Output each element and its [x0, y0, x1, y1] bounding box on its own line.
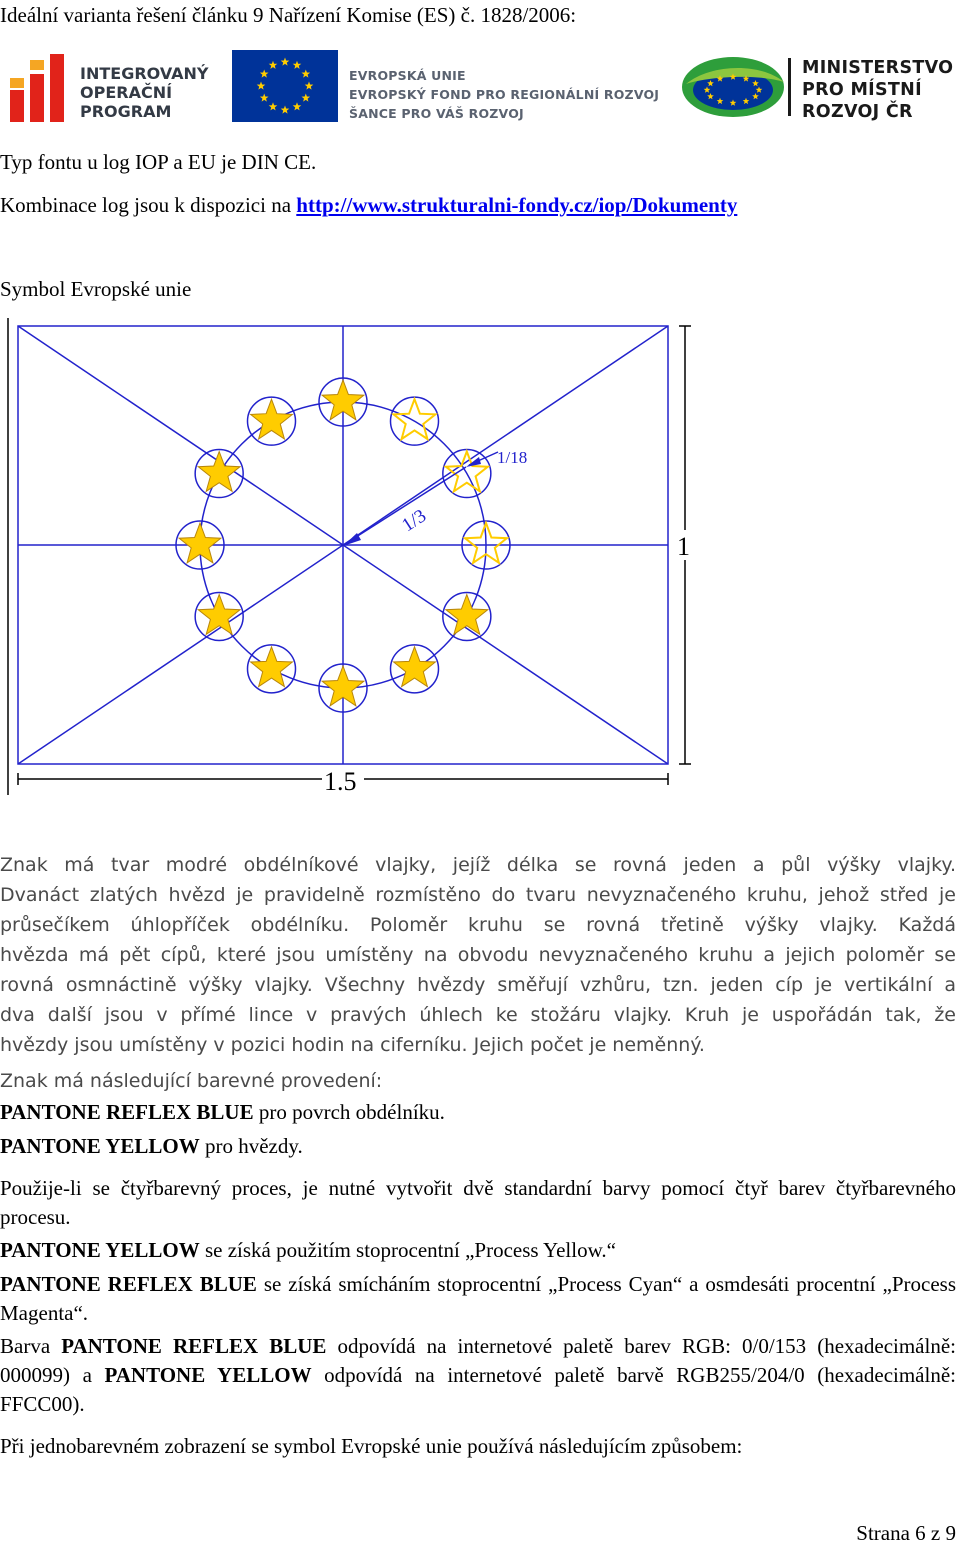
pantone-yellow-term: PANTONE YELLOW	[0, 1238, 200, 1262]
mmr-line1: MINISTERSTVO	[802, 58, 954, 78]
mmr-logo-mark	[680, 54, 786, 120]
circle-radius-label: 1/3	[398, 505, 431, 537]
pantone-blue-term: PANTONE REFLEX BLUE	[0, 1272, 257, 1296]
pantone-yellow-suffix: pro hvězdy.	[199, 1134, 303, 1158]
description-line: hvězda má pět cípů, které jsou umístěny na obvodu nevyznačeného kruhu a jejich poloměr se	[0, 944, 956, 966]
width-label: 1.5	[324, 767, 357, 796]
pantone-blue-term: PANTONE REFLEX BLUE	[61, 1334, 327, 1358]
pantone-yellow-line	[0, 1132, 956, 1161]
blue-process-suffix: se získá smícháním stoprocentní „Process Cyan“ a osmdesáti procentní „Process Magenta“.	[0, 1272, 956, 1325]
star-icon	[198, 452, 240, 492]
description-line: dva další jsou v přímé lince v pravých úhlech ke stožáru vlajky. Kruh je uspořádán tak, že	[0, 1004, 956, 1026]
star-icon	[394, 399, 436, 439]
eu-line2: EVROPSKÝ FOND PRO REGIONÁLNÍ ROZVOJ	[349, 87, 660, 102]
iop-logo	[10, 52, 220, 126]
eu-flag-icon	[232, 50, 338, 122]
star-icon	[446, 452, 488, 492]
eu-logo	[232, 50, 662, 126]
rgb-prefix: Barva	[0, 1334, 62, 1358]
page-number: Strana 6 z 9	[856, 1521, 956, 1545]
dokumenty-link[interactable]: http://www.strukturalni-fondy.cz/iop/Dokumenty	[296, 193, 738, 217]
rgb-paragraph	[0, 1332, 956, 1419]
star-radius-label: 1/18	[497, 448, 528, 467]
color-intro: Znak má následující barevné provedení:	[0, 1070, 383, 1092]
yellow-process-suffix: se získá použitím stoprocentní „Process Yellow.“	[199, 1238, 616, 1262]
iop-line1: INTEGROVANÝ	[80, 64, 209, 83]
height-label: 1	[677, 532, 690, 561]
star-icon	[251, 647, 293, 687]
iop-logo-mark	[10, 52, 76, 122]
header-title: Ideální varianta řešení článku 9 Nařízení Komise (ES) č. 1828/2006:	[0, 3, 577, 27]
description-line: Znak má tvar modré obdélníkové vlajky, jejíž délka se rovná jeden a půl výšky vlajky.	[0, 854, 956, 876]
pantone-blue-suffix: pro povrch obdélníku.	[253, 1100, 445, 1124]
star-icon	[394, 647, 436, 687]
description-paragraph	[0, 850, 956, 1060]
pantone-yellow-term: PANTONE YELLOW	[104, 1363, 312, 1387]
description-line: rovná osmnáctině výšky vlajky. Všechny hvězdy směřují vzhůru, tzn. jeden cíp je vertikální a	[0, 974, 956, 996]
description-line: Dvanáct zlatých hvězd je pravidelně rozmístěno do tvaru nevyznačeného kruhu, jehož střed je	[0, 884, 956, 906]
description-line: hvězdy jsou umístěny v pozici hodin na ciferníku. Jejich počet je neměnný.	[0, 1034, 705, 1056]
pantone-yellow-term: PANTONE YELLOW	[0, 1134, 200, 1158]
iop-line2: OPERAČNÍ	[80, 83, 173, 102]
mono-paragraph: Při jednobarevném zobrazení se symbol Evropské unie používá následujícím způsobem:	[0, 1434, 743, 1458]
eu-flag-construction-diagram	[0, 312, 700, 804]
pantone-blue-term: PANTONE REFLEX BLUE	[0, 1100, 254, 1124]
star-icon	[251, 399, 293, 439]
radius-line	[345, 467, 466, 544]
blue-process-paragraph	[0, 1270, 956, 1328]
font-note: Typ fontu u log IOP a EU je DIN CE.	[0, 150, 317, 174]
mmr-logo	[680, 54, 955, 124]
combo-paragraph	[0, 190, 737, 220]
eu-line1: EVROPSKÁ UNIE	[349, 68, 466, 83]
mmr-line3: ROZVOJ ČR	[802, 102, 913, 122]
description-line: průsečíkem úhlopříček obdélníku. Poloměr kruhu se rovná třetině výšky vlajky. Každá	[0, 914, 956, 936]
section-title: Symbol Evropské unie	[0, 277, 192, 301]
combo-text: Kombinace log jsou k dispozici na	[0, 193, 297, 217]
mmr-line2: PRO MÍSTNÍ	[802, 80, 922, 100]
rgb-mid1: odpovídá na internetové paletě barev RGB: 0/0/153 (hexadecimálně: 000099) a	[0, 1334, 956, 1387]
rgb-mid2: odpovídá na internetové paletě barvě RGB255/204/0 (hexadecimálně: FFCC00).	[0, 1363, 956, 1416]
pantone-blue-line	[0, 1098, 956, 1127]
eu-line3: ŠANCE PRO VÁŠ ROZVOJ	[349, 106, 524, 121]
four-color-paragraph: Použije-li se čtyřbarevný proces, je nutné vytvořit dvě standardní barvy pomocí čtyř barev čtyřbarevného procesu.	[0, 1176, 956, 1229]
yellow-process-paragraph	[0, 1236, 956, 1265]
iop-line3: PROGRAM	[80, 102, 172, 121]
